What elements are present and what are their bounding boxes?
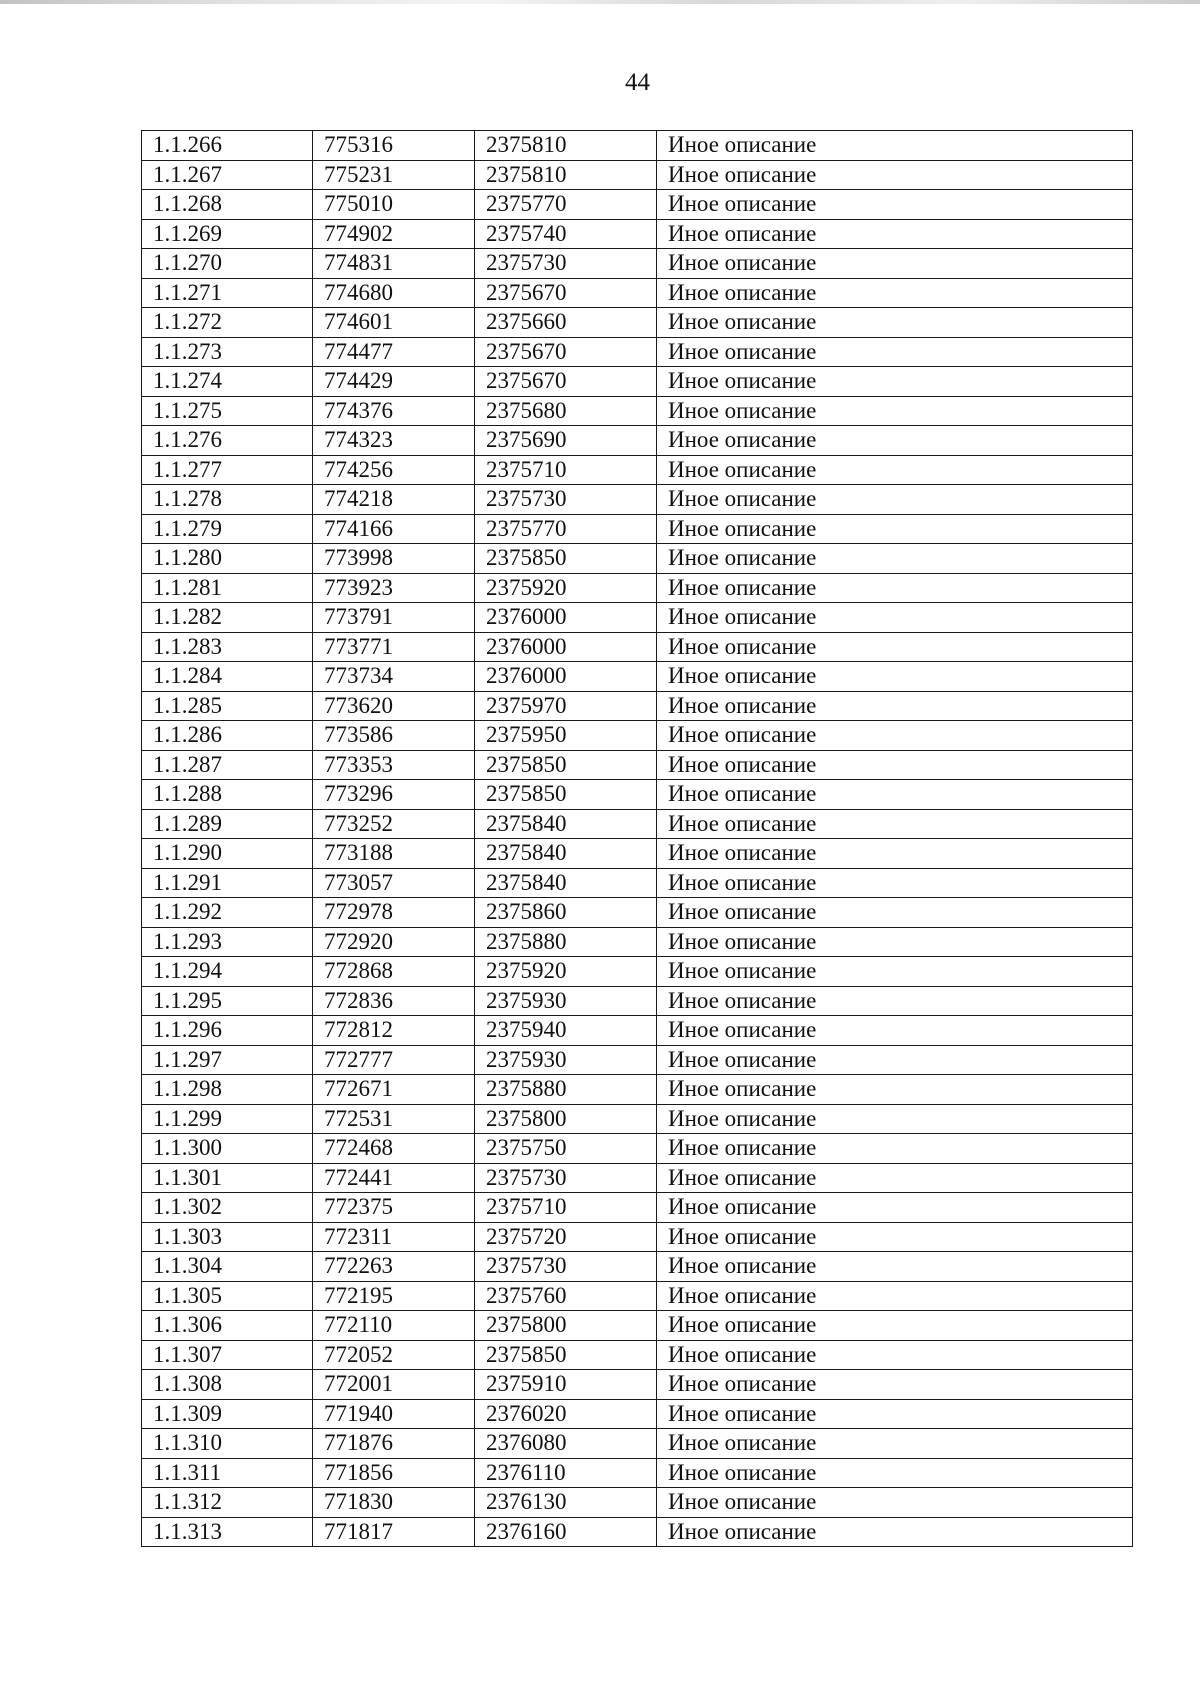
coordinates-table: [141, 130, 1133, 1547]
table-row: [142, 1399, 1133, 1429]
y-coordinate-cell: 2376130: [475, 1488, 657, 1518]
description-cell: Иное описание: [657, 780, 1133, 810]
y-coordinate-cell: 2376000: [475, 632, 657, 662]
table-row: [142, 426, 1133, 456]
point-number-cell: 1.1.280: [142, 544, 313, 574]
y-coordinate-cell: 2375710: [475, 1193, 657, 1223]
y-coordinate-cell: 2375800: [475, 1104, 657, 1134]
x-coordinate-cell: 773353: [313, 750, 475, 780]
table-row: [142, 544, 1133, 574]
x-coordinate-cell: 771817: [313, 1517, 475, 1547]
table-row: [142, 868, 1133, 898]
x-coordinate-cell: 772263: [313, 1252, 475, 1282]
point-number-cell: 1.1.312: [142, 1488, 313, 1518]
table-row: [142, 1488, 1133, 1518]
table-row: [142, 721, 1133, 751]
description-cell: Иное описание: [657, 1311, 1133, 1341]
table-row: [142, 337, 1133, 367]
y-coordinate-cell: 2375730: [475, 249, 657, 279]
x-coordinate-cell: 774902: [313, 219, 475, 249]
x-coordinate-cell: 774680: [313, 278, 475, 308]
description-cell: Иное описание: [657, 1340, 1133, 1370]
point-number-cell: 1.1.290: [142, 839, 313, 869]
point-number-cell: 1.1.293: [142, 927, 313, 957]
table-row: [142, 1281, 1133, 1311]
y-coordinate-cell: 2375880: [475, 1075, 657, 1105]
x-coordinate-cell: 773620: [313, 691, 475, 721]
description-cell: Иное описание: [657, 750, 1133, 780]
y-coordinate-cell: 2375770: [475, 514, 657, 544]
y-coordinate-cell: 2375930: [475, 1045, 657, 1075]
y-coordinate-cell: 2375670: [475, 337, 657, 367]
x-coordinate-cell: 773188: [313, 839, 475, 869]
y-coordinate-cell: 2375750: [475, 1134, 657, 1164]
point-number-cell: 1.1.308: [142, 1370, 313, 1400]
point-number-cell: 1.1.299: [142, 1104, 313, 1134]
description-cell: Иное описание: [657, 544, 1133, 574]
y-coordinate-cell: 2375930: [475, 986, 657, 1016]
x-coordinate-cell: 772920: [313, 927, 475, 957]
point-number-cell: 1.1.278: [142, 485, 313, 515]
table-row: [142, 278, 1133, 308]
point-number-cell: 1.1.291: [142, 868, 313, 898]
x-coordinate-cell: 774166: [313, 514, 475, 544]
table-row: [142, 1370, 1133, 1400]
y-coordinate-cell: 2375680: [475, 396, 657, 426]
table-row: [142, 898, 1133, 928]
point-number-cell: 1.1.313: [142, 1517, 313, 1547]
table-row: [142, 1429, 1133, 1459]
point-number-cell: 1.1.297: [142, 1045, 313, 1075]
y-coordinate-cell: 2375860: [475, 898, 657, 928]
x-coordinate-cell: 773252: [313, 809, 475, 839]
y-coordinate-cell: 2375840: [475, 809, 657, 839]
x-coordinate-cell: 774218: [313, 485, 475, 515]
point-number-cell: 1.1.268: [142, 190, 313, 220]
x-coordinate-cell: 774601: [313, 308, 475, 338]
y-coordinate-cell: 2375840: [475, 868, 657, 898]
x-coordinate-cell: 774429: [313, 367, 475, 397]
description-cell: Иное описание: [657, 662, 1133, 692]
description-cell: Иное описание: [657, 927, 1133, 957]
x-coordinate-cell: 772468: [313, 1134, 475, 1164]
description-cell: Иное описание: [657, 160, 1133, 190]
y-coordinate-cell: 2375850: [475, 780, 657, 810]
description-cell: Иное описание: [657, 514, 1133, 544]
table-row: [142, 455, 1133, 485]
page-number: 44: [625, 69, 650, 96]
table-row: [142, 662, 1133, 692]
x-coordinate-cell: 771940: [313, 1399, 475, 1429]
description-cell: Иное описание: [657, 986, 1133, 1016]
y-coordinate-cell: 2375660: [475, 308, 657, 338]
table-row: [142, 691, 1133, 721]
y-coordinate-cell: 2375710: [475, 455, 657, 485]
y-coordinate-cell: 2375730: [475, 1163, 657, 1193]
table-row: [142, 1045, 1133, 1075]
point-number-cell: 1.1.277: [142, 455, 313, 485]
point-number-cell: 1.1.276: [142, 426, 313, 456]
description-cell: Иное описание: [657, 691, 1133, 721]
table-row: [142, 367, 1133, 397]
x-coordinate-cell: 774256: [313, 455, 475, 485]
description-cell: Иное описание: [657, 367, 1133, 397]
table-row: [142, 1075, 1133, 1105]
y-coordinate-cell: 2375950: [475, 721, 657, 751]
y-coordinate-cell: 2375850: [475, 750, 657, 780]
description-cell: Иное описание: [657, 219, 1133, 249]
y-coordinate-cell: 2375910: [475, 1370, 657, 1400]
point-number-cell: 1.1.298: [142, 1075, 313, 1105]
description-cell: Иное описание: [657, 632, 1133, 662]
x-coordinate-cell: 775010: [313, 190, 475, 220]
x-coordinate-cell: 774376: [313, 396, 475, 426]
point-number-cell: 1.1.284: [142, 662, 313, 692]
y-coordinate-cell: 2375810: [475, 131, 657, 161]
x-coordinate-cell: 771830: [313, 1488, 475, 1518]
description-cell: Иное описание: [657, 131, 1133, 161]
y-coordinate-cell: 2375840: [475, 839, 657, 869]
table-row: [142, 1340, 1133, 1370]
x-coordinate-cell: 772311: [313, 1222, 475, 1252]
table-row: [142, 190, 1133, 220]
y-coordinate-cell: 2375670: [475, 367, 657, 397]
point-number-cell: 1.1.306: [142, 1311, 313, 1341]
x-coordinate-cell: 773998: [313, 544, 475, 574]
y-coordinate-cell: 2375850: [475, 544, 657, 574]
table-row: [142, 1134, 1133, 1164]
y-coordinate-cell: 2375940: [475, 1016, 657, 1046]
x-coordinate-cell: 772836: [313, 986, 475, 1016]
description-cell: Иное описание: [657, 1429, 1133, 1459]
description-cell: Иное описание: [657, 308, 1133, 338]
y-coordinate-cell: 2376020: [475, 1399, 657, 1429]
x-coordinate-cell: 775231: [313, 160, 475, 190]
table-body: [142, 131, 1133, 1547]
scan-edge-artifact: [0, 0, 1200, 4]
description-cell: Иное описание: [657, 573, 1133, 603]
table-row: [142, 927, 1133, 957]
y-coordinate-cell: 2375920: [475, 957, 657, 987]
x-coordinate-cell: 772812: [313, 1016, 475, 1046]
table-row: [142, 1458, 1133, 1488]
description-cell: Иное описание: [657, 485, 1133, 515]
description-cell: Иное описание: [657, 1517, 1133, 1547]
point-number-cell: 1.1.288: [142, 780, 313, 810]
x-coordinate-cell: 772978: [313, 898, 475, 928]
x-coordinate-cell: 772671: [313, 1075, 475, 1105]
point-number-cell: 1.1.269: [142, 219, 313, 249]
x-coordinate-cell: 772441: [313, 1163, 475, 1193]
point-number-cell: 1.1.271: [142, 278, 313, 308]
y-coordinate-cell: 2375970: [475, 691, 657, 721]
point-number-cell: 1.1.266: [142, 131, 313, 161]
y-coordinate-cell: 2375730: [475, 1252, 657, 1282]
point-number-cell: 1.1.267: [142, 160, 313, 190]
table-row: [142, 1016, 1133, 1046]
y-coordinate-cell: 2376160: [475, 1517, 657, 1547]
table-row: [142, 396, 1133, 426]
x-coordinate-cell: 772195: [313, 1281, 475, 1311]
x-coordinate-cell: 773771: [313, 632, 475, 662]
x-coordinate-cell: 774831: [313, 249, 475, 279]
point-number-cell: 1.1.301: [142, 1163, 313, 1193]
description-cell: Иное описание: [657, 809, 1133, 839]
description-cell: Иное описание: [657, 1370, 1133, 1400]
point-number-cell: 1.1.287: [142, 750, 313, 780]
y-coordinate-cell: 2375740: [475, 219, 657, 249]
table-row: [142, 1222, 1133, 1252]
point-number-cell: 1.1.283: [142, 632, 313, 662]
table-row: [142, 839, 1133, 869]
x-coordinate-cell: 772052: [313, 1340, 475, 1370]
description-cell: Иное описание: [657, 190, 1133, 220]
point-number-cell: 1.1.311: [142, 1458, 313, 1488]
x-coordinate-cell: 773057: [313, 868, 475, 898]
point-number-cell: 1.1.302: [142, 1193, 313, 1223]
description-cell: Иное описание: [657, 455, 1133, 485]
point-number-cell: 1.1.296: [142, 1016, 313, 1046]
table-row: [142, 308, 1133, 338]
x-coordinate-cell: 772001: [313, 1370, 475, 1400]
description-cell: Иное описание: [657, 839, 1133, 869]
point-number-cell: 1.1.300: [142, 1134, 313, 1164]
point-number-cell: 1.1.289: [142, 809, 313, 839]
table-row: [142, 750, 1133, 780]
description-cell: Иное описание: [657, 249, 1133, 279]
table-row: [142, 485, 1133, 515]
description-cell: Иное описание: [657, 1104, 1133, 1134]
table-row: [142, 957, 1133, 987]
point-number-cell: 1.1.294: [142, 957, 313, 987]
description-cell: Иное описание: [657, 426, 1133, 456]
x-coordinate-cell: 775316: [313, 131, 475, 161]
description-cell: Иное описание: [657, 721, 1133, 751]
y-coordinate-cell: 2375880: [475, 927, 657, 957]
point-number-cell: 1.1.286: [142, 721, 313, 751]
point-number-cell: 1.1.273: [142, 337, 313, 367]
table-row: [142, 1517, 1133, 1547]
x-coordinate-cell: 772531: [313, 1104, 475, 1134]
table-row: [142, 809, 1133, 839]
description-cell: Иное описание: [657, 1488, 1133, 1518]
point-number-cell: 1.1.307: [142, 1340, 313, 1370]
x-coordinate-cell: 772110: [313, 1311, 475, 1341]
description-cell: Иное описание: [657, 396, 1133, 426]
description-cell: Иное описание: [657, 1193, 1133, 1223]
point-number-cell: 1.1.304: [142, 1252, 313, 1282]
description-cell: Иное описание: [657, 337, 1133, 367]
y-coordinate-cell: 2376110: [475, 1458, 657, 1488]
point-number-cell: 1.1.282: [142, 603, 313, 633]
x-coordinate-cell: 771856: [313, 1458, 475, 1488]
description-cell: Иное описание: [657, 957, 1133, 987]
description-cell: Иное описание: [657, 1252, 1133, 1282]
y-coordinate-cell: 2375670: [475, 278, 657, 308]
description-cell: Иное описание: [657, 1281, 1133, 1311]
description-cell: Иное описание: [657, 1458, 1133, 1488]
y-coordinate-cell: 2375760: [475, 1281, 657, 1311]
y-coordinate-cell: 2376080: [475, 1429, 657, 1459]
description-cell: Иное описание: [657, 1016, 1133, 1046]
x-coordinate-cell: 773296: [313, 780, 475, 810]
x-coordinate-cell: 772868: [313, 957, 475, 987]
point-number-cell: 1.1.279: [142, 514, 313, 544]
table-row: [142, 249, 1133, 279]
y-coordinate-cell: 2375730: [475, 485, 657, 515]
table-row: [142, 632, 1133, 662]
description-cell: Иное описание: [657, 603, 1133, 633]
point-number-cell: 1.1.274: [142, 367, 313, 397]
y-coordinate-cell: 2375810: [475, 160, 657, 190]
x-coordinate-cell: 773923: [313, 573, 475, 603]
description-cell: Иное описание: [657, 1134, 1133, 1164]
point-number-cell: 1.1.295: [142, 986, 313, 1016]
point-number-cell: 1.1.272: [142, 308, 313, 338]
y-coordinate-cell: 2375690: [475, 426, 657, 456]
description-cell: Иное описание: [657, 1045, 1133, 1075]
coordinates-table-container: [141, 130, 1132, 1547]
table-row: [142, 1193, 1133, 1223]
x-coordinate-cell: 774477: [313, 337, 475, 367]
point-number-cell: 1.1.303: [142, 1222, 313, 1252]
point-number-cell: 1.1.270: [142, 249, 313, 279]
x-coordinate-cell: 773734: [313, 662, 475, 692]
description-cell: Иное описание: [657, 1399, 1133, 1429]
table-row: [142, 160, 1133, 190]
table-row: [142, 131, 1133, 161]
table-row: [142, 219, 1133, 249]
x-coordinate-cell: 771876: [313, 1429, 475, 1459]
y-coordinate-cell: 2376000: [475, 603, 657, 633]
description-cell: Иное описание: [657, 1075, 1133, 1105]
table-row: [142, 603, 1133, 633]
y-coordinate-cell: 2375850: [475, 1340, 657, 1370]
table-row: [142, 514, 1133, 544]
x-coordinate-cell: 773586: [313, 721, 475, 751]
description-cell: Иное описание: [657, 868, 1133, 898]
point-number-cell: 1.1.309: [142, 1399, 313, 1429]
point-number-cell: 1.1.305: [142, 1281, 313, 1311]
x-coordinate-cell: 773791: [313, 603, 475, 633]
table-row: [142, 573, 1133, 603]
table-row: [142, 986, 1133, 1016]
y-coordinate-cell: 2375800: [475, 1311, 657, 1341]
y-coordinate-cell: 2375770: [475, 190, 657, 220]
table-row: [142, 1163, 1133, 1193]
description-cell: Иное описание: [657, 1163, 1133, 1193]
point-number-cell: 1.1.310: [142, 1429, 313, 1459]
point-number-cell: 1.1.275: [142, 396, 313, 426]
point-number-cell: 1.1.292: [142, 898, 313, 928]
x-coordinate-cell: 774323: [313, 426, 475, 456]
point-number-cell: 1.1.285: [142, 691, 313, 721]
table-row: [142, 1311, 1133, 1341]
x-coordinate-cell: 772375: [313, 1193, 475, 1223]
description-cell: Иное описание: [657, 278, 1133, 308]
description-cell: Иное описание: [657, 1222, 1133, 1252]
point-number-cell: 1.1.281: [142, 573, 313, 603]
y-coordinate-cell: 2375920: [475, 573, 657, 603]
x-coordinate-cell: 772777: [313, 1045, 475, 1075]
table-row: [142, 780, 1133, 810]
y-coordinate-cell: 2376000: [475, 662, 657, 692]
table-row: [142, 1252, 1133, 1282]
y-coordinate-cell: 2375720: [475, 1222, 657, 1252]
table-row: [142, 1104, 1133, 1134]
description-cell: Иное описание: [657, 898, 1133, 928]
